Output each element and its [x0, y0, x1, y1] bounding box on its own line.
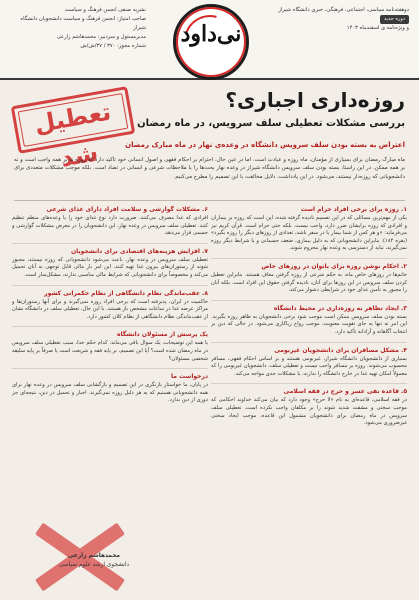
article-section	[211, 263, 407, 295]
headline-subtitle: بررسی مشکلات تعطیلی سلف سرویس، در ماه رمضان	[137, 118, 405, 129]
article-section	[12, 248, 208, 280]
section-body: افرادی که غذا مصرف می‌کنند، ضرورت دارد نوع غذای خود را با وعده‌های منظم تنظیم کنند. تعطیلی سلف سرویس در وعده نهار، این دانشجویان را در معرض مشکلات گوارشی و جسمی قرار می‌دهد.	[12, 215, 208, 237]
article-section	[12, 331, 208, 363]
section-separator	[12, 243, 208, 244]
article-section	[211, 347, 407, 379]
headline-title: روزه‌داری اجباری؟	[225, 88, 405, 112]
section-heading: ۱. روزه برای برخی افراد حرام است	[300, 206, 407, 213]
article-section	[211, 206, 407, 253]
section-body: خانم‌ها در روزهای خاص ماه، به حکم شرعی از روزه گرفتن معاف هستند. بنابراین تعطیل کردن سلف سرویس در این روزها برای آنان، نادیده گرفتن حقوق این افراد است. بلکه آنان را مجبور به تأمین غذای خود در شرایطی دشوار می‌کند.	[211, 271, 407, 294]
article-section	[211, 388, 407, 427]
masthead-left-info	[8, 6, 146, 51]
headline-lede: اعتراض به بسته بودن سلف سرویس دانشگاه در وعده‌ی نهار در ماه مبارک رمضان	[125, 141, 405, 149]
logo-text: نی‌داود	[180, 21, 242, 47]
section-separator	[12, 368, 208, 369]
editor-in-chief: مدیرمسئول و سردبیر: محمدهاشم زارعی	[56, 34, 146, 40]
section-body: در فقه اسلامی، قاعده‌ای به نام «لا حرج» وجود دارد که بیان می‌کند خداوند احکامی که موجب سختی و مشقت شدید شوند را بر مکلفان واجب نکرده است. تعطیلی سلف سرویس در ماه رمضان برای دانشجویان مشمول این قاعده، موجب ایجاد سختی غیرضروری می‌شود.	[211, 397, 407, 427]
section-heading: یک پرسش از مسئولان دانشگاه	[116, 331, 208, 339]
section-heading: ۷. افزایش هزینه‌های اقتصادی برای دانشجویان	[71, 247, 208, 255]
masthead-publication-type: دوهفته‌نامه سیاسی، اجتماعی، فرهنگی، خبری دانشگاه شیراز	[278, 7, 409, 13]
publication-logo	[173, 4, 249, 80]
section-heading: ۶. مشکلات گوارشی و سلامت افراد دارای غذای شرعی	[46, 206, 208, 213]
intro-paragraph: ماه مبارک رمضان برای بسیاری از مؤمنان، ماه روزه و عبادت است. اما در عین حال، احترام بر احکام فقهی و اصول انسانی خود تأکید دارد که روزه نه بر همه واجب است و نه بر همه ممکن. در این راستا، بسته بودن سلف سرویس دانشگاه شیراز در وعده نهار بحث‌ها را با ملاحظات شرعی و انسانی در تضاد است. بلکه موجب مشکلات متعددی برای دانشجویانی که روزه‌دار نیستند، می‌شود. در این یادداشت، دلایل مخالفت با این تصمیم را مطرح می‌کنیم.	[14, 157, 405, 180]
section-heading: ۸. عقب‌ماندگی نظام دانشگاهی از نظام حکمرانی کشور	[44, 289, 208, 297]
section-heading: درخواست ما	[171, 373, 208, 381]
section-separator	[211, 383, 407, 384]
masthead	[0, 0, 419, 80]
section-body: حاکمیت در ایران، پذیرفته است که برخی افراد روزه نمی‌گیرند و برای آنها رستوران‌ها و مراکز عرضه غذا در ساعات مشخص باز هستند. با این حال، تعطیلی سلف در دانشگاه نشان از عقب‌ماندگی نظام دانشگاهی از نظام کلان کشور دارد.	[12, 298, 208, 320]
section-heading: ۵. قاعده نفی عسر و حرج در فقه اسلامی	[283, 388, 407, 396]
section-separator	[12, 285, 208, 286]
article-section	[12, 290, 208, 322]
section-body: تعطیلی سلف سرویس در وعده نهار، باعث می‌شود دانشجویانی که روزه نیستند، مجبور شوند از رستوران‌های بیرون غذا تهیه کنند. این امر بار مالی قابل توجهی به آنان تحمیل می‌کند و مخصوصاً برای دانشجویانی که شرایط مالی مناسبی ندارند، مشکل‌ساز است.	[12, 256, 208, 278]
license-number: شماره مجوز: ۳۷۰ / ۳۷/ش/ش	[80, 43, 146, 49]
section-separator	[211, 258, 407, 259]
section-heading: ۲. احکام نوشن روزه برای بانوان در روزهای خاص	[261, 262, 407, 270]
section-body: بسیاری از دانشجویان دانشگاه شیراز، غیربومی هستند و بر اساس احکام فقهی، مسافر محسوب می‌شوند. روزه بر مسافر واجب نیست و تعطیلی سلف، دانشجویان غیربومی را که معمولاً امکان تهیه غذا در خارج دانشگاه را ندارند، با مشکلات جدی مواجه می‌کند.	[211, 355, 407, 377]
author-role: دانشجوی ارشد علوم سیاسی	[58, 562, 130, 568]
article-section	[12, 373, 208, 405]
section-divider	[14, 200, 405, 201]
section-body: در پایان، ما خواستار بازنگری در این تصمیم و بازگشایی سلف سرویس در وعده نهار برای همه دانشجویانی هستیم که به هر دلیل روزه نمی‌گیرند. اجبار و تحمیل در دین، نتیجه‌ای جز دوری از دین ندارد.	[12, 382, 208, 404]
section-separator	[211, 342, 407, 343]
section-heading: ۴. مشکل مسافران برای دانشجویان غیربومی	[274, 346, 407, 354]
right-column	[211, 206, 407, 586]
author-name: محمدهاشم زارعی	[68, 553, 120, 559]
publisher-association: نشریه صنفی انجمن فرهنگ و سیاست	[64, 7, 146, 13]
author-signature	[34, 552, 154, 570]
section-body: یکی از مهم‌ترین مسائلی که در این تصمیم نادیده گرفته شده، این است که روزه بر بیماران و افرادی که روزه برایشان ضرر دارد، واجب نیست. بلکه حتی حرام است. قرآن کریم نیز می‌فرماید: «و هر کس از شما بیمار یا در سفر باشد، تعدادی از روزهای دیگر را روزه بگیرد» (بقره ۱۸۴). بنابراین دانشجویانی که به دلیل بیماری، ضعف جسمانی و یا شرایط دیگر روزه نمی‌گیرند، نباید از دسترسی به وعده نهار محروم شوند.	[211, 215, 407, 252]
section-body: با همه این توضیحات، یک سوال باقی می‌ماند: کدام حکم خدا، سبب تعطیلی سلف سرویس در ماه رمضان شده است؟ آیا این تصمیم، بر پایه فقه و شریعت است یا صرفاً بر پایه سلیقه شخصی مسئولان؟	[12, 340, 208, 362]
article-section	[211, 305, 407, 337]
section-separator	[211, 300, 407, 301]
section-heading: ۳. ایجاد تظاهر به روزه‌داری در محیط دانشگاه	[273, 304, 407, 312]
new-series-badge: دوره جدید	[380, 15, 409, 24]
article-section	[12, 206, 208, 238]
masthead-right-info	[271, 6, 409, 33]
closed-stamp: تعطیل شد	[11, 86, 136, 154]
masthead-issue-line	[271, 15, 409, 24]
masthead-issue-date: و ویژه‌نامه ی اسفندماه ۱۴۰۳	[346, 25, 409, 31]
license-holder: صاحب امتیاز: انجمن فرهنگ و سیاست دانشجویان دانشگاه شیراز	[20, 16, 146, 31]
section-body: بسته بودن سلف سرویس ممکن است موجب شود برخی دانشجویان به ظاهر روزه بگیرند. این امر نه تنها به جای تقویت معنویت، موجب رواج ریاکاری می‌شود. در حالی که دین بر انتخاب آگاهانه و آزادانه تأکید دارد.	[211, 313, 407, 335]
section-separator	[12, 326, 208, 327]
